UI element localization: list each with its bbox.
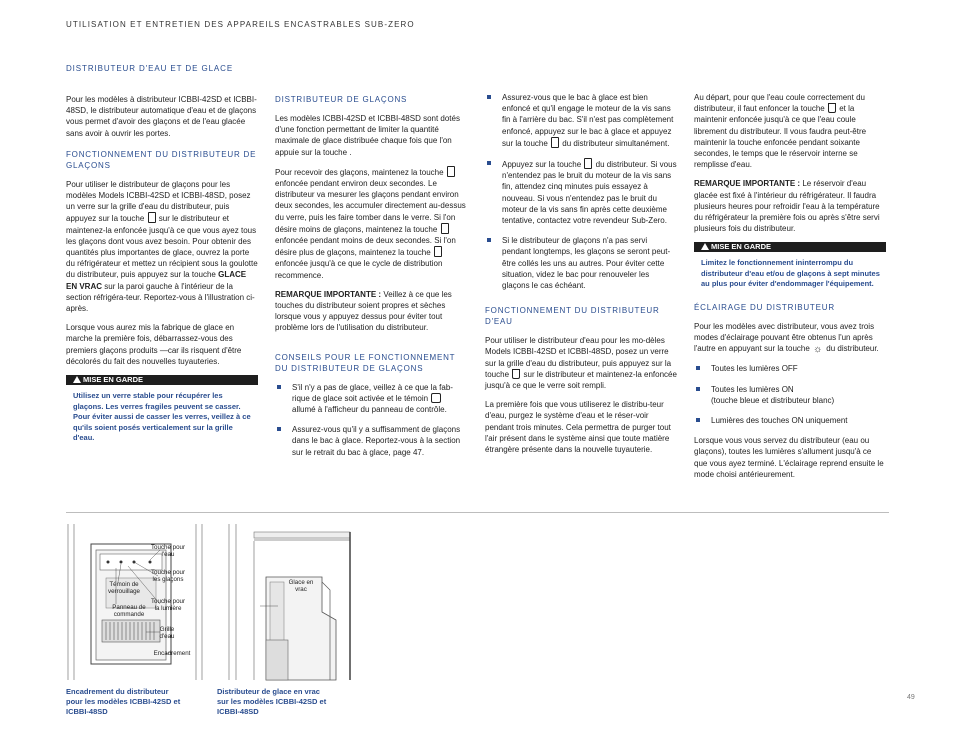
warning-text: Limitez le fonctionnement ininterrompu du distributeur d'eau et/ou de glaçons à sept minutes au plus pour éviter d'endommager l'équipement. — [701, 258, 880, 289]
column-2 — [275, 94, 467, 467]
water-button-icon — [512, 369, 520, 379]
ice-operation-paragraph: Pour utiliser le distributeur de glaçons pour les modèles Models ICBBI-42SD et ICBBI-48SD, posez un verre sur la grille d'eau du distributeur, puis appuyez sur la touche sur le distributeur et maintenez-la enfoncée jusqu'à ce que vous ayez tous les glaçons dont vous avez besoin. Pour obtenir des quantités plus importantes de glace, ouvrez la porte du réfrigérateur et mettez un récipient sous la goulotte du distributeur, puis appuyez sur la touche GLACE EN VRAC sur la paroi gauche à l'intérieur de la section réfrigéra-teur. Reportez-vous à l'illustration ci-après. — [66, 179, 258, 314]
important-remark-paragraph: REMARQUE IMPORTANTE : Le réservoir d'eau glacée est fixé à l'intérieur du réfrigérateur. Il faudra plusieurs heures pour refroidir l'eau à la température du réfrigérateur la première fois ou après s'être servi plusieurs fois du distributeur. — [694, 179, 880, 234]
intro-paragraph: Pour les modèles à distributeur ICBBI-42SD et ICBBI-48SD, le distributeur automatique d'eau et de glaçons vous permet d'avoir des glaçons et de l'eau glacée sans avoir à ouvrir les portes. — [66, 95, 257, 138]
ice-limit-paragraph: Les modèles ICBBI-42SD et ICBBI-48SD sont dotés d'une fonction permettant de limiter la quantité maximale de glace distribuée chaque fois que l'on appuie sur la touche . — [275, 114, 460, 157]
dispenser-frame-illustration — [66, 522, 216, 682]
warning-icon — [73, 376, 81, 383]
section-title: DISTRIBUTEUR D'EAU ET DE GLACE — [66, 64, 234, 73]
warning-icon — [701, 243, 709, 250]
ice-receive-paragraph: Pour recevoir des glaçons, maintenez la touche enfoncée pendant environ deux secondes. Le distributeur va mesurer les glaçons pendant environ deux secondes, les accumuler directement au-dessus du verre, puis les faire tomber dans le verre. Si l'on désire moins de glaçons, maintenez la touche enfoncée pendant moins de deux secondes. Si l'on désire plus de glaçons, maintenez la touche enfoncée jusqu'à ce que le cycle de distribution recommence. — [275, 167, 466, 280]
list-item: Assurez-vous que le bac à glace est bien enfoncé et qu'il engage le moteur de la vis sans fin à l'arrière du bac. S'il n'est pas complètement enfoncé, appuyez sur le bac à glace et appuyez sur la touche du distributeur simultanément. — [485, 92, 677, 149]
list-item: Toutes les lumières OFF — [694, 363, 886, 374]
water-start-paragraph: Au départ, pour que l'eau coule correctement du distributeur, il faut enfoncer la touche et la maintenir enfoncée jusqu'à ce que l'eau coule librement du distributeur. Il vous faudra peut-être maintenir la touche enfoncée pendant soixante secondes, le temps que le réservoir interne se remplisse d'eau. — [694, 93, 867, 170]
label-water-grille: Grille d'eau — [159, 626, 175, 640]
list-item: Si le distributeur de glaçons n'a pas servi pendant longtemps, les glaçons se seront peut-être collés les uns au autres. Pour éviter cette situation, videz le bac pour renouveler les glaçons le cas échéant. — [485, 235, 677, 291]
ice-button-icon — [447, 166, 455, 177]
water-button-icon — [828, 103, 836, 113]
column-3 — [485, 92, 677, 463]
column-4 — [694, 92, 886, 488]
ice-button-icon — [551, 137, 559, 148]
label-lock-indicator: Témoin de verrouillage — [108, 581, 140, 595]
heading-ice-dispenser-operation: FONCTIONNEMENT DU DISTRIBUTEUR DE GLAÇONS — [66, 149, 257, 170]
label-frame: Encadrement — [153, 650, 191, 657]
light-button-icon: ☼ — [813, 344, 823, 356]
lighting-paragraph: Pour les modèles avec distributeur, vous avez trois modes d'éclairage pouvant être obtenus l'un après l'autre en appuyant sur la touche ☼ du distributeur. — [694, 321, 879, 356]
ice-button-icon — [434, 246, 442, 257]
ice-button-icon — [148, 212, 156, 223]
column-1 — [66, 94, 258, 444]
page-number: 49 — [907, 694, 915, 701]
bulk-ice-label: GLACE EN VRAC — [66, 270, 247, 291]
tips-list — [275, 382, 467, 458]
list-item: Appuyez sur la touche du distributeur. Si vous n'entendez pas le bruit du moteur de la vis sans fin, attendez cinq minutes puis essayez à nouveau. Si vous n'entendez pas le bruit du moteur de la vis sans fin après cette deuxième tentative, contactez votre revendeur Sub-Zero. — [485, 158, 677, 226]
label-water-button: Touche pour l'eau — [150, 544, 186, 558]
list-item: Toutes les lumières ON (touche bleue et distributeur blanc) — [694, 384, 886, 406]
figure-1-caption: Encadrement du distributeur pour les modèles ICBBI-42SD et ICBBI-48SD — [66, 687, 181, 716]
divider-rule — [66, 512, 889, 513]
label-control-panel: Panneau de commande — [112, 604, 146, 618]
list-item: Lumières des touches ON uniquement — [694, 415, 886, 426]
lock-indicator-icon — [431, 393, 441, 403]
important-remark-paragraph: REMARQUE IMPORTANTE : Veillez à ce que les touches du distributeur soient propres et sèches lorsque vous y appuyez dessus pour éviter tout problème lors de l'utilisation du distributeur. — [275, 289, 452, 333]
warning-text: Utilisez un verre stable pour récupérer les glaçons. Les verres fragiles peuvent se casser. Pour éviter aussi de casser les verres, veillez à ce qu'ils soient posés verticalement sur la grille d'eau. — [73, 391, 251, 443]
ice-button-icon — [584, 158, 592, 169]
running-head: UTILISATION ET ENTRETIEN DES APPAREILS ENCASTRABLES SUB-ZERO — [66, 20, 415, 29]
water-operation-paragraph: Pour utiliser le distributeur d'eau pour les mo-dèles Models ICBBI-42SD et ICBBI-48SD, posez un verre sur la grille d'eau du distributeur, puis appuyez sur la touche sur le distributeur et maintenez-la enfoncée jusqu'à ce que le verre soit rempli. — [485, 336, 677, 391]
heading-ice-dispenser: DISTRIBUTEUR DE GLAÇONS — [275, 95, 408, 104]
heading-water-dispenser: FONCTIONNEMENT DU DISTRIBUTEUR D'EAU — [485, 306, 660, 327]
ice-button-icon — [441, 223, 449, 234]
tips-list-continued — [485, 92, 677, 291]
bulk-ice-illustration — [226, 522, 366, 682]
water-purge-paragraph: La première fois que vous utiliserez le distribu-teur d'eau, purgez le système d'eau et le réser-voir pendant trois minutes. Cela permettra de purger tout l'air présent dans le système ainsi que toute matière étrangère présente dans la nouvelle tuyauterie. — [485, 400, 671, 455]
list-item: S'il n'y a pas de glace, veillez à ce que la fab-rique de glace soit activée et le témoin allumé à l'afficheur du panneau de contrôle. — [275, 382, 467, 416]
label-ice-button: Touche pour les glaçons — [150, 569, 186, 583]
label-bulk-ice: Glace en vrac — [288, 579, 314, 593]
heading-lighting: ÉCLAIRAGE DU DISTRIBUTEUR — [694, 302, 835, 312]
label-light-button: Touche pour la lumière — [150, 598, 186, 612]
list-item: Assurez-vous qu'il y a suffisamment de glaçons dans le bac à glace. Reportez-vous à la section sur le retrait du bac à glace, page 47. — [275, 424, 467, 458]
warning-bar: MISE EN GARDE — [66, 375, 258, 385]
heading-tips: CONSEILS POUR LE FONCTIONNEMENT DU DISTRIBUTEUR DE GLAÇONS — [275, 352, 456, 373]
figure-2-caption: Distributeur de glace en vrac sur les modèles ICBBI-42SD et ICBBI-48SD — [217, 687, 327, 716]
warning-bar: MISE EN GARDE — [694, 242, 886, 252]
first-ice-paragraph: Lorsque vous aurez mis la fabrique de glace en marche la première fois, débarrassez-vous des premiers glaçons produits —car ils risquent d'être décolorés du fait des nouvelles tuyauteries. — [66, 323, 242, 366]
lighting-usage-paragraph: Lorsque vous vous servez du distributeur (eau ou glaçons), toutes les lumières s'allument jusqu'à ce que vous ayez terminé. L'éclairage reprend ensuite le mode choisi antérieurement. — [694, 436, 884, 479]
lighting-modes-list — [694, 363, 886, 426]
